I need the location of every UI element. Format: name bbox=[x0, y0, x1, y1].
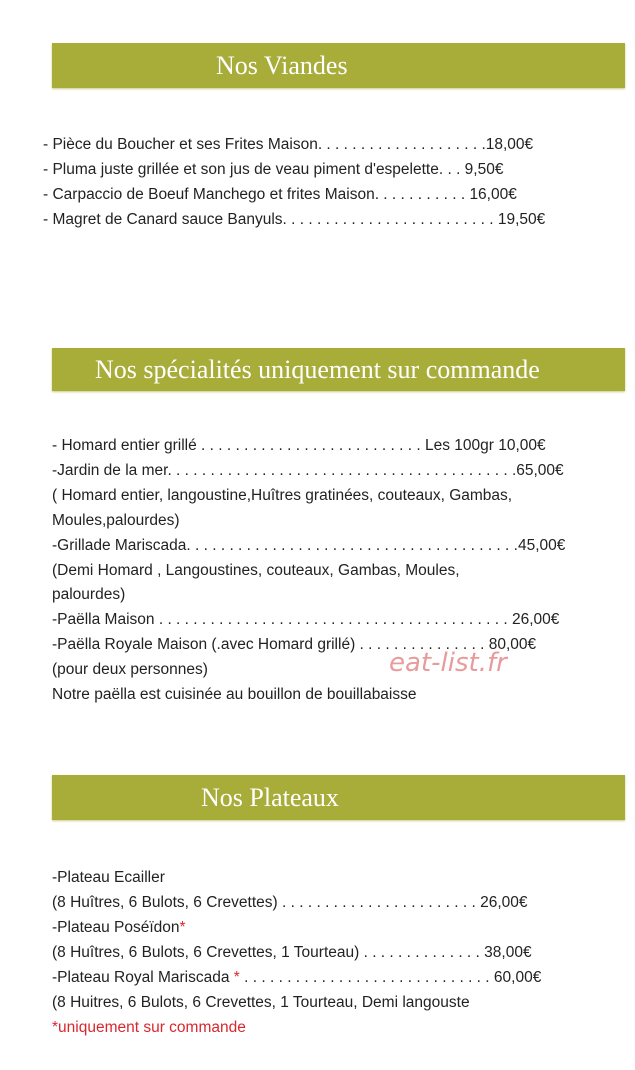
watermark: eat-list.fr bbox=[389, 648, 507, 678]
menu-line: (8 Huitres, 6 Bulots, 6 Crevettes, 1 Tourteau, Demi langouste bbox=[52, 994, 470, 1011]
menu-line: -Plateau Ecailler bbox=[52, 869, 165, 886]
asterisk-mark: * bbox=[233, 969, 240, 986]
section-title: Nos Viandes bbox=[216, 50, 348, 80]
menu-line bbox=[52, 968, 541, 988]
menu-line: Notre paëlla est cuisinée au bouillon de bouillabaisse bbox=[52, 686, 417, 703]
menu-line-text: . . . . . . . . . . . . . . . . . . . . . . . . . . . . . 60,00€ bbox=[239, 969, 542, 986]
menu-line: -Paëlla Royale Maison (.avec Homard grillé) . . . . . . . . . . . . . . . 80,00€ bbox=[52, 636, 537, 653]
section-header-specialites bbox=[52, 348, 625, 391]
footnote: *uniquement sur commande bbox=[52, 1019, 246, 1036]
menu-line: Moules,palourdes) bbox=[52, 512, 180, 529]
menu-line: -Jardin de la mer. . . . . . . . . . . . . . . . . . . . . . . . . . . . . . . . . . . . . . . . .65,00€ bbox=[52, 462, 564, 479]
menu-item: - Pièce du Boucher et ses Frites Maison. . . . . . . . . . . . . . . . . . . .18,00€ bbox=[43, 136, 534, 153]
menu-item: - Carpaccio de Boeuf Manchego et frites Maison. . . . . . . . . . . 16,00€ bbox=[43, 186, 517, 203]
asterisk-mark: * bbox=[179, 919, 186, 936]
menu-line: (8 Huîtres, 6 Bulots, 6 Crevettes) . . . . . . . . . . . . . . . . . . . . . . . 26,00€ bbox=[52, 894, 528, 911]
menu-line-text: -Plateau Poséïdon bbox=[52, 919, 180, 936]
menu-line: -Paëlla Maison . . . . . . . . . . . . . . . . . . . . . . . . . . . . . . . . . . . . . . . . . 26,00€ bbox=[52, 611, 560, 628]
menu-line: (Demi Homard , Langoustines, couteaux, Gambas, Moules, bbox=[52, 562, 460, 579]
section-header-viandes bbox=[52, 43, 625, 88]
menu-line-text: -Plateau Royal Mariscada bbox=[52, 969, 234, 986]
menu-line: (8 Huîtres, 6 Bulots, 6 Crevettes, 1 Tourteau) . . . . . . . . . . . . . . 38,00€ bbox=[52, 944, 532, 961]
menu-line: - Homard entier grillé . . . . . . . . . . . . . . . . . . . . . . . . . . Les 100gr 10,00€ bbox=[52, 437, 546, 454]
section-title: Nos Plateaux bbox=[201, 782, 339, 812]
menu-line: -Grillade Mariscada. . . . . . . . . . . . . . . . . . . . . . . . . . . . . . . . . . . . . . .45,00€ bbox=[52, 537, 566, 554]
menu-line: palourdes) bbox=[52, 586, 126, 603]
menu-item: - Pluma juste grillée et son jus de veau piment d'espelette. . . 9,50€ bbox=[43, 161, 504, 178]
menu-line: (pour deux personnes) bbox=[52, 661, 208, 678]
section-title: Nos spécialités uniquement sur commande bbox=[95, 354, 540, 384]
menu-line bbox=[52, 918, 186, 938]
menu-line: ( Homard entier, langoustine,Huîtres gratinées, couteaux, Gambas, bbox=[52, 487, 513, 504]
menu-item: - Magret de Canard sauce Banyuls. . . . . . . . . . . . . . . . . . . . . . . . . 19,50€ bbox=[43, 211, 546, 228]
section-header-plateaux bbox=[52, 775, 625, 820]
